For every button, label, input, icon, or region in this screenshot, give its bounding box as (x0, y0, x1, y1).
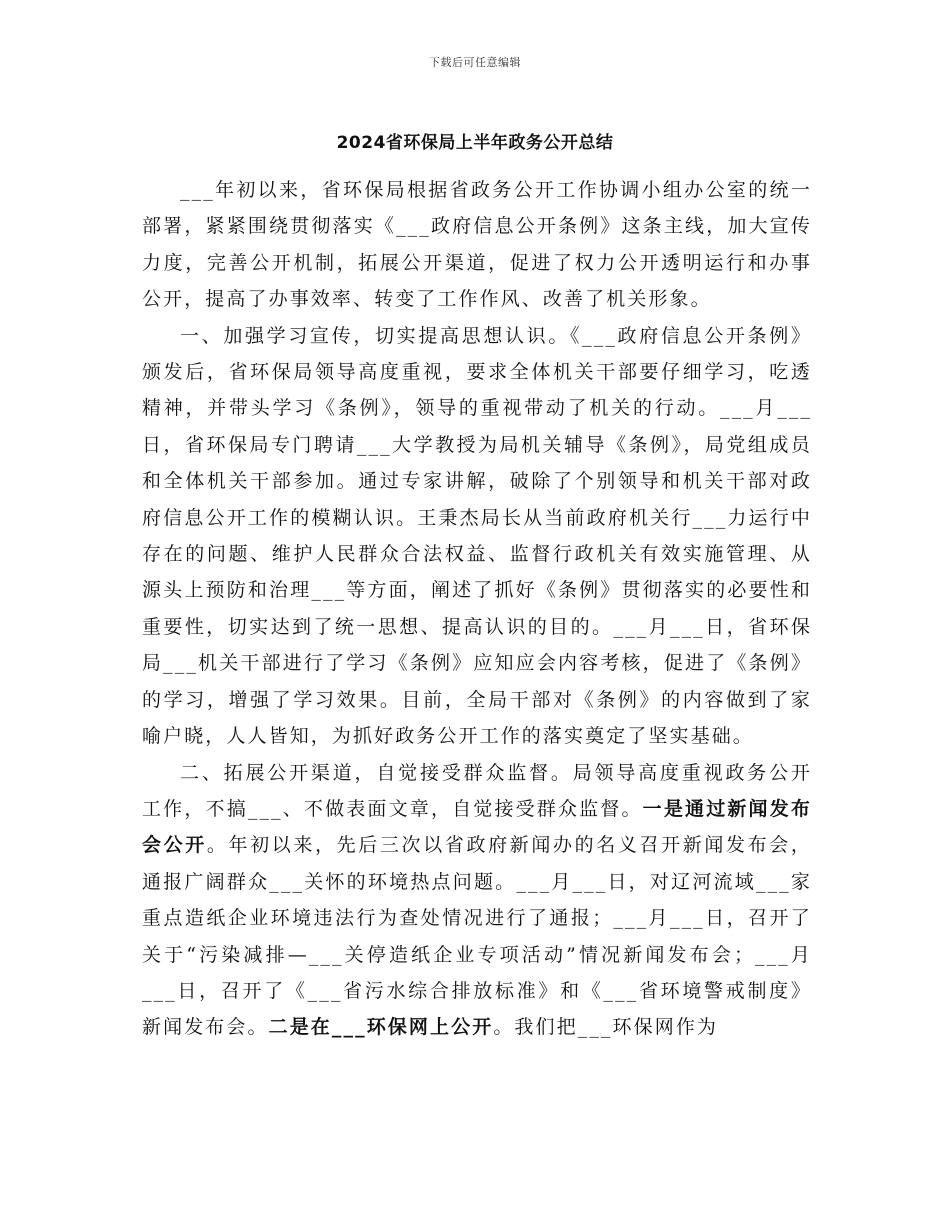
paragraph-text: 二、拓展公开渠道，自觉接受群众监督。局领导高度重视政务公开工作，不搞___、不做表面文章，自觉接受群众监督。 (142, 761, 812, 820)
bold-point-2: 二是在___环保网上公开 (268, 1016, 494, 1039)
paragraph-text: 。年初以来，先后三次以省政府新闻办的名义召开新闻发布会，通报广阔群众___关怀的环境热点问题。___月___日，对辽河流域___家重点造纸企业环境违法行为查处情况进行了通报；___月___日，召开了关于“污染减排—___关停造纸企业专项活动”情况新闻发布会；___月___日，召开了《___省污水综合排放标准》和《___省环境警戒制度》新闻发布会。 (142, 834, 812, 1039)
page-header: 下载后可任意编辑 (429, 56, 521, 69)
bold-point-1: 一是通过新闻发布会公开 (142, 797, 812, 857)
paragraph-intro: ___年初以来，省环保局根据省政务公开工作协调小组办公室的统一部署，紧紧围绕贯彻落实《___政府信息公开条例》这条主线，加大宣传力度，完善公开机制，拓展公开渠道，促进了权力公开透明运行和办事公开，提高了办事效率、转变了工作作风、改善了机关形象。 (142, 179, 812, 311)
paragraph-section-2 (142, 755, 812, 1046)
paragraph-text: 。我们把___环保网作为 (493, 1016, 719, 1039)
paragraph-section-1: 一、加强学习宣传，切实提高思想认识。《___政府信息公开条例》颁发后，省环保局领导高度重视，要求全体机关干部要仔细学习，吃透精神，并带头学习《条例》，领导的重视带动了机关的行动。___月___日，省环保局专门聘请___大学教授为局机关辅导《条例》，局党组成员和全体机关干部参加。通过专家讲解，破除了个别领导和机关干部对政府信息公开工作的模糊认识。王秉杰局长从当前政府机关行___力运行中存在的问题、维护人民群众合法权益、监督行政机关有效实施管理、从源头上预防和治理___等方面，阐述了抓好《条例》贯彻落实的必要性和重要性，切实达到了统一思想、提高认识的目的。___月___日，省环保局___机关干部进行了学习《条例》应知应会内容考核，促进了《条例》的学习，增强了学习效果。目前，全局干部对《条例》的内容做到了家喻户晓，人人皆知，为抓好政务公开工作的落实奠定了坚实基础。 (142, 324, 812, 748)
document-body (142, 172, 812, 1046)
document-title: 2024省环保局上半年政务公开总结 (336, 133, 614, 153)
